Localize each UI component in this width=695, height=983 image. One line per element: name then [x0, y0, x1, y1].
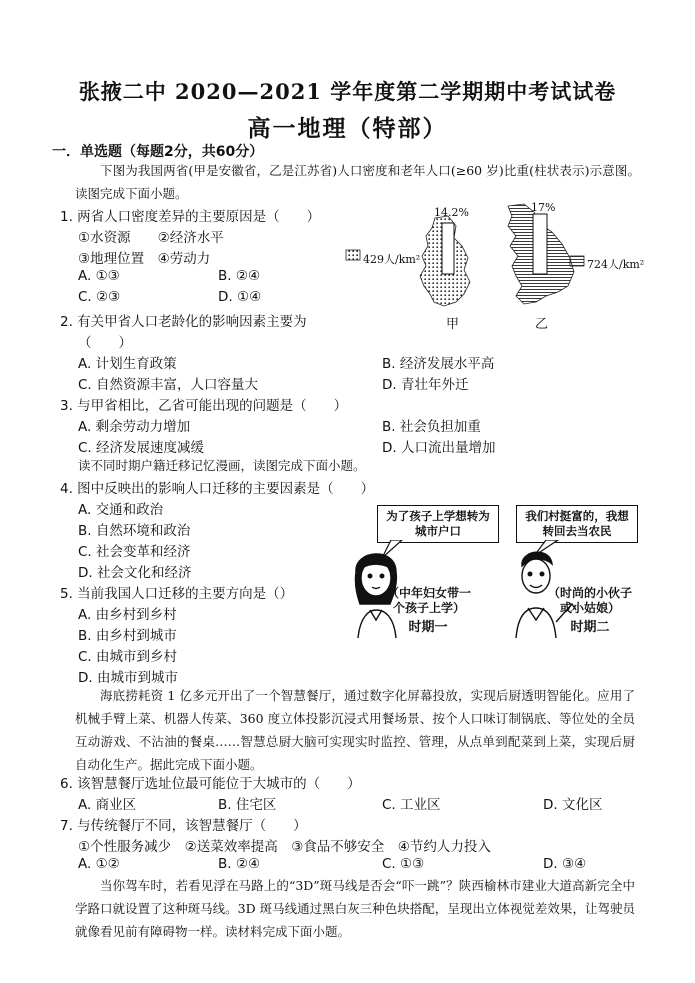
q2-option-c: C. 自然资源丰富，人口容量大: [78, 377, 259, 393]
exam-title: 张掖二中 2020—2021 学年度第二学期期中考试试卷: [78, 79, 617, 104]
q1-options-line1: ①水资源 ②经济水平: [78, 230, 224, 246]
anhui-density-legend-swatch: [346, 250, 360, 260]
anhui-label: 甲: [446, 317, 460, 332]
intro-map: 下图为我国两省(甲是安徽省，乙是江苏省)人口密度和老年人口(≥60 岁)比重(柱状表示)示意图。读图完成下面小题。: [75, 163, 640, 201]
q6-option-a: A. 商业区: [78, 797, 137, 813]
q1-option-c: C. ②③: [78, 289, 121, 305]
q1-option-a: A. ①③: [78, 268, 120, 284]
q7-options-line: ①个性服务减少 ②送菜效率提高 ③食品不够安全 ④节约人力投入: [78, 839, 491, 855]
q4-option-d: D. 社会文化和经济: [78, 565, 192, 581]
q3-option-b: B. 社会负担加重: [382, 419, 481, 435]
jiangsu-label: 乙: [535, 317, 549, 332]
q7-option-d: D. ③④: [543, 856, 587, 872]
caption-period1: （中年妇女带一个孩子上学）: [386, 586, 471, 615]
q1-stem: 1. 两省人口密度差异的主要原因是（ ）: [60, 209, 321, 225]
q1-option-d: D. ①④: [218, 289, 262, 305]
q5-option-b: B. 由乡村到城市: [78, 628, 177, 644]
q5-option-c: C. 由城市到乡村: [78, 649, 178, 665]
caption-period2: （时尚的小伙子或小姑娘）: [547, 586, 632, 615]
anhui-ratio-label: 14.2%: [434, 206, 469, 219]
jiangsu-ratio-label: 17%: [531, 201, 556, 214]
q4-option-c: C. 社会变革和经济: [78, 544, 191, 560]
speech-bubble-period2: 我们村挺富的，我想转回去当农民: [516, 505, 638, 543]
intro-cartoon: 读不同时期户籍迁移记忆漫画，读图完成下面小题。: [78, 458, 366, 473]
q3-option-a: A. 剩余劳动力增加: [78, 419, 191, 435]
period1-label: 时期一: [408, 620, 448, 635]
q2-paren: （ ）: [78, 335, 132, 351]
q5-stem: 5. 当前我国人口迁移的主要方向是（）: [60, 586, 294, 602]
q2-option-b: B. 经济发展水平高: [382, 356, 495, 372]
q7-option-c: C. ①③: [382, 856, 425, 872]
q5-option-d: D. 由城市到城市: [78, 670, 178, 686]
q3-stem: 3. 与甲省相比，乙省可能出现的问题是（ ）: [60, 398, 348, 414]
anhui-density-label: 429人/km²: [363, 253, 421, 266]
q2-option-d: D. 青壮年外迁: [382, 377, 469, 393]
q4-option-a: A. 交通和政治: [78, 502, 164, 518]
speech-bubble-period1: 为了孩子上学想转为城市户口: [377, 505, 499, 543]
q5-option-a: A. 由乡村到乡村: [78, 607, 177, 623]
q6-stem: 6. 该智慧餐厅选址位最可能位于大城市的（ ）: [60, 776, 361, 792]
section-heading: 一．单选题（每题2分，共60分）: [52, 144, 264, 160]
q6-option-b: B. 住宅区: [218, 797, 277, 813]
q3-option-d: D. 人口流出量增加: [382, 440, 496, 456]
q1-option-b: B. ②④: [218, 268, 261, 284]
q2-option-a: A. 计划生育政策: [78, 356, 177, 372]
q4-stem: 4. 图中反映出的影响人口迁移的主要因素是（ ）: [60, 481, 375, 497]
q3-option-c: C. 经济发展速度减缓: [78, 440, 205, 456]
q6-option-c: C. 工业区: [382, 797, 441, 813]
q6-option-d: D. 文化区: [543, 797, 603, 813]
q4-option-b: B. 自然环境和政治: [78, 523, 191, 539]
q7-stem: 7. 与传统餐厅不同，该智慧餐厅（ ）: [60, 818, 307, 834]
q7-option-b: B. ②④: [218, 856, 261, 872]
anhui-elderly-bar: [442, 223, 454, 274]
q1-options-line2: ③地理位置 ④劳动力: [78, 251, 211, 267]
jiangsu-elderly-bar: [533, 214, 547, 274]
intro-restaurant: 海底捞耗资 1 亿多元开出了一个智慧餐厅，通过数字化屏幕投放，实现后厨透明智能化。应用了机械手臂上菜、机器人传菜、360 度立体投影沉浸式用餐场景、按个人口味订制锅底、等位处的全员互动游戏、不沾油的餐桌……智慧总厨大脑可实现实时监控、管理，从点单到配菜到上菜，实现后厨自动化生产。据此完成下面小题。: [75, 688, 635, 772]
jiangsu-density-label: 724人/km²: [587, 258, 645, 271]
q7-option-a: A. ①②: [78, 856, 120, 872]
exam-subtitle: 高一地理（特部）: [247, 115, 448, 142]
period2-label: 时期二: [570, 620, 610, 635]
jiangsu-density-legend-swatch: [570, 256, 584, 266]
q2-stem: 2. 有关甲省人口老龄化的影响因素主要为: [60, 314, 307, 330]
intro-zebra-crossing: 当你驾车时，若看见浮在马路上的“3D”斑马线是否会“吓一跳”？陕西榆林市建业大道高新完全中学路口就设置了这种斑马线。3D 斑马线通过黑白灰三种色块搭配，呈现出立体视觉差效果，让驾驶员就像看见前有障碍物一样。读材料完成下面小题。: [75, 878, 635, 939]
